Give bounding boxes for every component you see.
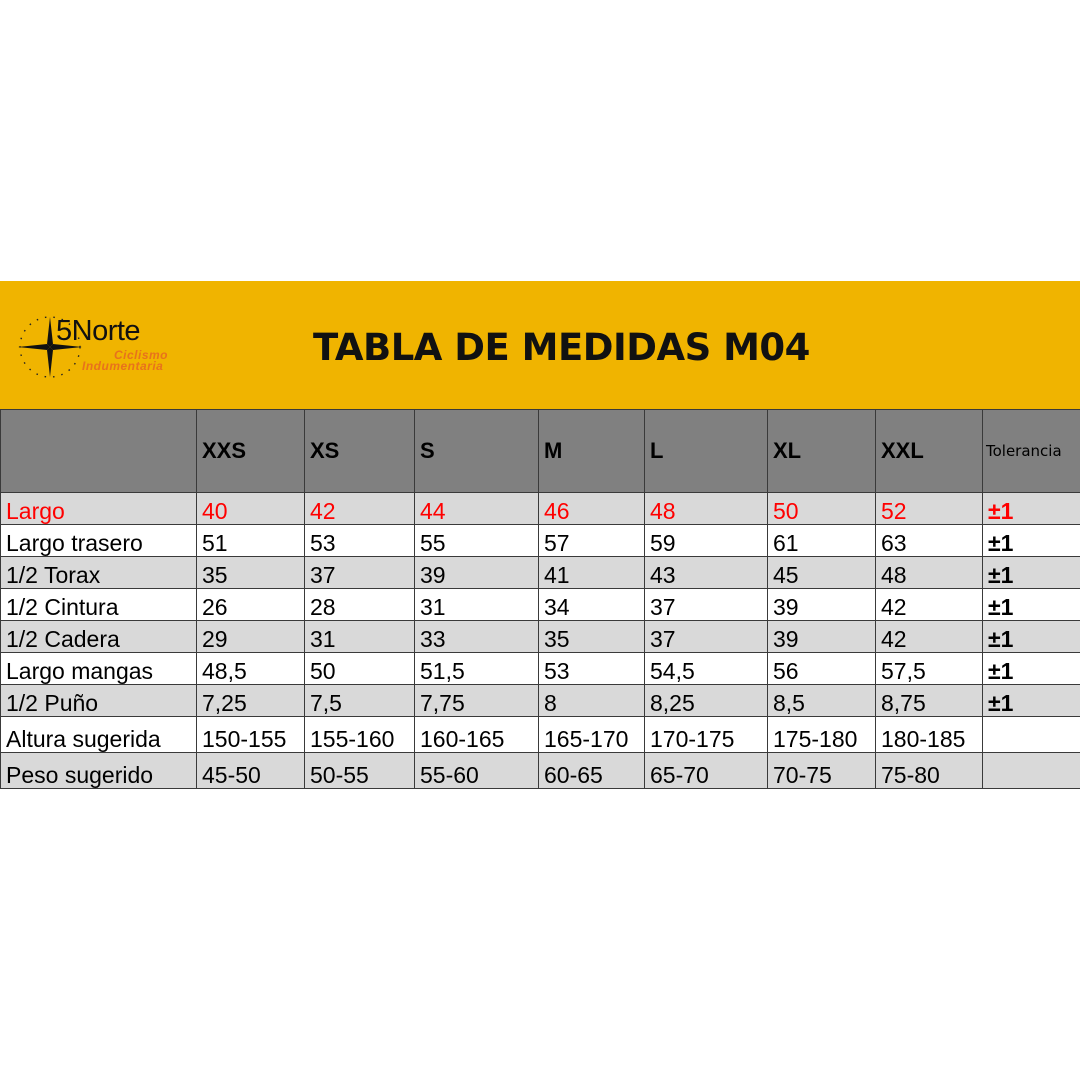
table-cell: 39 <box>768 589 876 621</box>
table-cell: 53 <box>305 525 415 557</box>
table-row <box>1 557 1080 589</box>
page-title: TABLA DE MEDIDAS M04 <box>313 326 810 369</box>
table-cell: 8 <box>539 685 645 717</box>
table-cell: 150-155 <box>197 717 305 753</box>
table-cell: 55-60 <box>415 753 539 789</box>
tolerance-cell: ±1 <box>983 653 1080 685</box>
row-label: 1/2 Cadera <box>1 621 197 653</box>
tolerance-cell: ±1 <box>983 621 1080 653</box>
table-cell: 61 <box>768 525 876 557</box>
row-label: Largo mangas <box>1 653 197 685</box>
table-cell: 155-160 <box>305 717 415 753</box>
table-cell: 55 <box>415 525 539 557</box>
column-header: M <box>539 410 645 493</box>
table-cell: 60-65 <box>539 753 645 789</box>
table-cell: 42 <box>305 493 415 525</box>
column-header: L <box>645 410 768 493</box>
table-cell: 45-50 <box>197 753 305 789</box>
table-cell: 51,5 <box>415 653 539 685</box>
table-cell: 43 <box>645 557 768 589</box>
table-cell: 54,5 <box>645 653 768 685</box>
table-cell: 28 <box>305 589 415 621</box>
table-cell: 44 <box>415 493 539 525</box>
table-cell: 65-70 <box>645 753 768 789</box>
column-header: XXS <box>197 410 305 493</box>
logo-subtitle-2: Indumentaria <box>82 359 164 373</box>
table-cell: 37 <box>645 621 768 653</box>
table-cell: 48 <box>645 493 768 525</box>
row-label: Peso sugerido <box>1 753 197 789</box>
row-label: Largo trasero <box>1 525 197 557</box>
column-header: XS <box>305 410 415 493</box>
column-header: XXL <box>876 410 983 493</box>
table-cell: 57 <box>539 525 645 557</box>
table-row <box>1 653 1080 685</box>
table-cell: 42 <box>876 621 983 653</box>
table-cell: 8,75 <box>876 685 983 717</box>
table-cell: 37 <box>645 589 768 621</box>
row-label: Altura sugerida <box>1 717 197 753</box>
table-cell: 52 <box>876 493 983 525</box>
table-cell: 8,5 <box>768 685 876 717</box>
table-row <box>1 589 1080 621</box>
table-cell: 37 <box>305 557 415 589</box>
table-cell: 35 <box>197 557 305 589</box>
row-label: 1/2 Torax <box>1 557 197 589</box>
table-row <box>1 493 1080 525</box>
table-cell: 39 <box>415 557 539 589</box>
table-cell: 40 <box>197 493 305 525</box>
table-cell: 31 <box>415 589 539 621</box>
table-cell: 70-75 <box>768 753 876 789</box>
table-cell: 7,25 <box>197 685 305 717</box>
table-cell: 39 <box>768 621 876 653</box>
column-header: Tolerancia <box>983 410 1080 493</box>
table-cell: 170-175 <box>645 717 768 753</box>
table-cell: 7,75 <box>415 685 539 717</box>
tolerance-cell <box>983 717 1080 753</box>
tolerance-cell <box>983 753 1080 789</box>
table-cell: 180-185 <box>876 717 983 753</box>
logo-name: 5Norte <box>56 315 141 347</box>
table-body <box>1 493 1080 789</box>
table-cell: 31 <box>305 621 415 653</box>
tolerance-cell: ±1 <box>983 589 1080 621</box>
table-cell: 57,5 <box>876 653 983 685</box>
tolerance-cell: ±1 <box>983 685 1080 717</box>
table-cell: 26 <box>197 589 305 621</box>
header-corner <box>1 410 197 493</box>
table-cell: 8,25 <box>645 685 768 717</box>
table-cell: 53 <box>539 653 645 685</box>
table-cell: 7,5 <box>305 685 415 717</box>
column-header: XL <box>768 410 876 493</box>
table-cell: 63 <box>876 525 983 557</box>
tolerance-cell: ±1 <box>983 525 1080 557</box>
column-header: S <box>415 410 539 493</box>
tolerance-cell: ±1 <box>983 557 1080 589</box>
logo-subtitle-1: Ciclismo <box>114 348 169 362</box>
table-cell: 50-55 <box>305 753 415 789</box>
table-cell: 50 <box>768 493 876 525</box>
table-header-row <box>1 410 1080 493</box>
table-cell: 45 <box>768 557 876 589</box>
table-cell: 46 <box>539 493 645 525</box>
table-cell: 165-170 <box>539 717 645 753</box>
row-label: 1/2 Puño <box>1 685 197 717</box>
table-cell: 29 <box>197 621 305 653</box>
table-cell: 33 <box>415 621 539 653</box>
size-table <box>0 409 1080 789</box>
table-cell: 35 <box>539 621 645 653</box>
table-cell: 50 <box>305 653 415 685</box>
table-cell: 42 <box>876 589 983 621</box>
table-cell: 34 <box>539 589 645 621</box>
brand-logo <box>14 309 179 389</box>
table-cell: 59 <box>645 525 768 557</box>
table-cell: 51 <box>197 525 305 557</box>
table-cell: 160-165 <box>415 717 539 753</box>
row-label: Largo <box>1 493 197 525</box>
table-cell: 41 <box>539 557 645 589</box>
table-row <box>1 717 1080 753</box>
row-label: 1/2 Cintura <box>1 589 197 621</box>
header-banner <box>0 281 1080 409</box>
tolerance-cell: ±1 <box>983 493 1080 525</box>
table-row <box>1 621 1080 653</box>
table-row <box>1 685 1080 717</box>
table-cell: 75-80 <box>876 753 983 789</box>
table-cell: 175-180 <box>768 717 876 753</box>
table-cell: 48,5 <box>197 653 305 685</box>
table-cell: 48 <box>876 557 983 589</box>
table-row <box>1 525 1080 557</box>
table-cell: 56 <box>768 653 876 685</box>
table-row <box>1 753 1080 789</box>
